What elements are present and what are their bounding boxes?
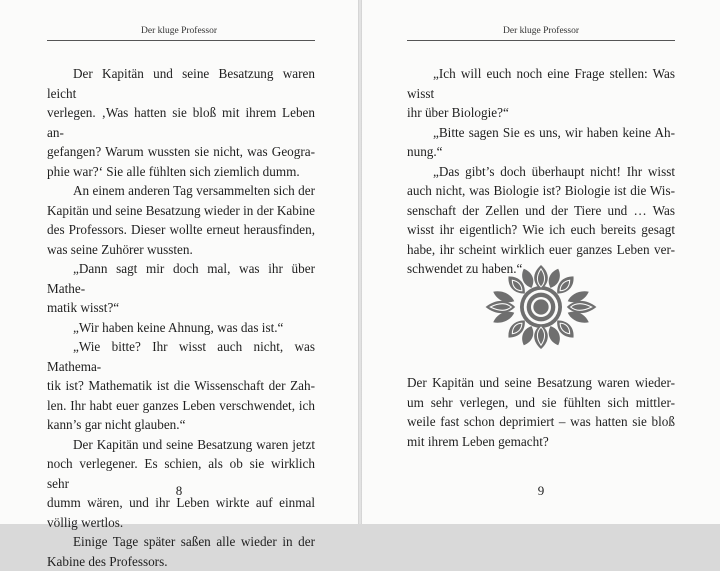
paragraph — [47, 181, 315, 259]
text-line: „Wir haben keine Ahnung, was das ist.“ — [47, 318, 315, 338]
text-line: auch nicht, was Biologie ist? Biologie ist die Wis- — [407, 181, 675, 201]
page-number: 8 — [0, 483, 358, 499]
paragraph — [47, 318, 315, 338]
page-number: 9 — [362, 483, 720, 499]
text-line: Kapitän und seine Besatzung wieder in der Kabine — [47, 201, 315, 221]
text-line: „Wie bitte? Ihr wisst auch nicht, was Mathema- — [47, 337, 315, 376]
text-line: wisst ihr eigentlich? Wie ich euch bereits gesagt — [407, 220, 675, 240]
paragraph — [47, 64, 315, 181]
paragraph — [407, 123, 675, 162]
text-line: An einem anderen Tag versammelten sich der — [47, 181, 315, 201]
paragraph — [407, 162, 675, 279]
text-line: mit ihrem Leben gemacht? — [407, 432, 675, 452]
text-line: „Das gibt’s doch überhaupt nicht! Ihr wisst — [407, 162, 675, 182]
text-line: kann’s gar nicht glauben.“ — [47, 415, 315, 435]
paragraph — [407, 64, 675, 123]
paragraph — [47, 259, 315, 318]
text-line: was seine Zuhörer wussten. — [47, 240, 315, 260]
paragraph — [47, 337, 315, 435]
right-page — [362, 0, 720, 524]
text-line: Kabine des Professors. — [47, 552, 315, 571]
paragraph — [47, 532, 315, 571]
text-line: schwendet zu haben.“ — [407, 259, 675, 279]
header-rule — [47, 40, 315, 41]
text-line: Der Kapitän und seine Besatzung waren jetzt — [47, 435, 315, 455]
text-line: gefangen? Warum wussten sie nicht, was Geogra- — [47, 142, 315, 162]
lotus-flower-ornament-icon — [482, 264, 600, 350]
right-page-text — [407, 64, 675, 279]
text-line: weile fast schon deprimiert – was hatten sie bloß — [407, 412, 675, 432]
text-line: senschaft der Zellen und der Tiere und … Was — [407, 201, 675, 221]
text-line: Der Kapitän und seine Besatzung waren leicht — [47, 64, 315, 103]
running-head: Der kluge Professor — [362, 26, 720, 36]
text-line: tik ist? Mathematik ist die Wissenschaft der Zah- — [47, 376, 315, 396]
text-line: Einige Tage später saßen alle wieder in der — [47, 532, 315, 552]
text-line: verlegen. ‚Was hatten sie bloß mit ihrem Leben an- — [47, 103, 315, 142]
text-line: dumm wären, und ihr Leben wirkte auf einmal — [47, 493, 315, 513]
text-line: noch verlegener. Es schien, als ob sie wirklich sehr — [47, 454, 315, 493]
text-line: len. Ihr habt euer ganzes Leben verschwendet, ich — [47, 396, 315, 416]
text-line: „Ich will euch noch eine Frage stellen: Was wisst — [407, 64, 675, 103]
text-line: des Professors. Dieser wollte erneut herausfinden, — [47, 220, 315, 240]
header-rule — [407, 40, 675, 41]
text-line: „Dann sagt mir doch mal, was ihr über Mathe- — [47, 259, 315, 298]
text-line: habe, ihr scheint wirklich euer ganzes Leben ver- — [407, 240, 675, 260]
text-line: „Bitte sagen Sie es uns, wir haben keine Ah- — [407, 123, 675, 143]
text-line: nung.“ — [407, 142, 675, 162]
text-line: Der Kapitän und seine Besatzung waren wieder- — [407, 373, 675, 393]
closing-paragraph — [407, 373, 675, 451]
text-line: phie war?‘ Sie alle fühlten sich ziemlich dumm. — [47, 162, 315, 182]
text-line: um sehr verlegen, und sie fühlten sich mittler- — [407, 393, 675, 413]
running-head: Der kluge Professor — [0, 26, 358, 36]
text-line: völlig wertlos. — [47, 513, 315, 533]
left-page — [0, 0, 358, 524]
text-line: ihr über Biologie?“ — [407, 103, 675, 123]
text-line: matik wisst?“ — [47, 298, 315, 318]
